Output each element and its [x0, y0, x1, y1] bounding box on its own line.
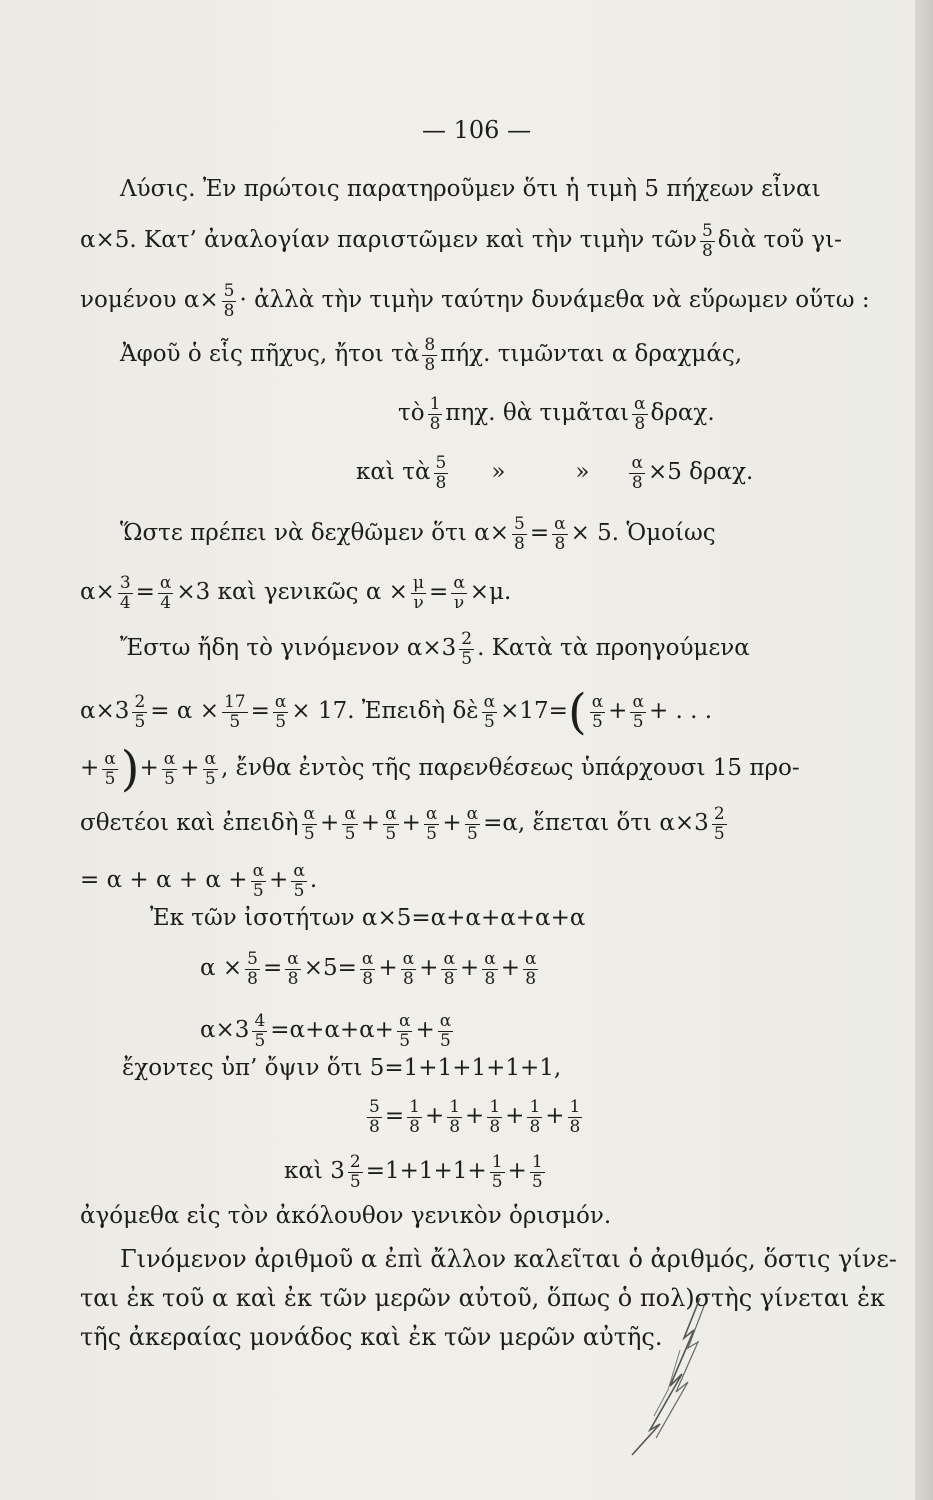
line-19: καὶ 3 $\frac{2}{5}$ =1+1+1+ $\frac{1}{5}$ + $\frac{1}{5}$	[284, 1152, 543, 1192]
line-5: τὸ $\frac{1}{8}$ πηχ. θὰ τιμᾶται $\frac{\alpha}{8}$ δραχ.	[398, 394, 715, 434]
line-8: α× $\frac{3}{4}$ = $\frac{\alpha}{4}$ ×3 καὶ γενικῶς α × $\frac{\mu}{\nu}$ = $\frac{\alpha}{\nu}$ ×μ.	[80, 573, 512, 613]
line-13: = α + α + α + $\frac{\alpha}{5}$ + $\frac{\alpha}{5}$ .	[80, 861, 318, 901]
line-14: Ἐκ τῶν ἰσοτήτων α×5=α+α+α+α+α	[150, 905, 586, 931]
line-15: α × $\frac{5}{8}$ = $\frac{\alpha}{8}$ ×5= $\frac{\alpha}{8}$ + $\frac{\alpha}{8}$ + $\frac{\alpha}{8}$ + $\frac{\alpha}{8}$ + $\frac{\alpha}{8}$	[200, 949, 537, 989]
line-7: Ὥστε πρέπει νὰ δεχθῶμεν ὅτι α× $\frac{5}{8}$ = $\frac{\alpha}{8}$ × 5. Ὁμοίως	[120, 514, 716, 554]
page-edge	[915, 0, 933, 1500]
page-number: — 106 —	[422, 116, 532, 144]
line-22: ται ἐκ τοῦ α καὶ ἐκ τῶν μερῶν αὐτοῦ, ὅπως ὁ πολ)στὴς γίνεται ἐκ	[80, 1284, 885, 1312]
line-11: + $\frac{\alpha}{5}$ )+ $\frac{\alpha}{5}$ + $\frac{\alpha}{5}$ , ἔνθα ἐντὸς τῆς παρενθέσεως ὑπάρχουσι 15 προ-	[80, 741, 800, 797]
line-2: α×5. Κατ’ ἀναλογίαν παριστῶμεν καὶ τὴν τιμὴν τῶν $\frac{5}{8}$ διὰ τοῦ γι-	[80, 221, 842, 261]
line-4: Ἀφοῦ ὁ εἷς πῆχυς, ἤτοι τὰ $\frac{8}{8}$ πήχ. τιμῶνται α δραχμάς,	[120, 335, 743, 375]
line-12: σθετέοι καὶ ἐπειδὴ $\frac{\alpha}{5}$ + $\frac{\alpha}{5}$ + $\frac{\alpha}{5}$ + $\frac{\alpha}{5}$ + $\frac{\alpha}{5}$ =α, ἕπεται ὅτι α×3 $\frac{2}{5}$	[80, 804, 725, 844]
line-9: Ἔστω ἤδη τὸ γινόμενον α×3 $\frac{2}{5}$ . Κατὰ τὰ προηγούμενα	[120, 629, 750, 669]
line-20: ἀγόμεθα εἰς τὸν ἀκόλουθον γενικὸν ὁρισμόν.	[80, 1203, 612, 1229]
line-1: Λύσις. Ἐν πρώτοις παρατηροῦμεν ὅτι ἡ τιμὴ 5 πήχεων εἶναι	[120, 176, 821, 202]
line-6: καὶ τὰ $\frac{5}{8}$ » » $\frac{\alpha}{8}$ ×5 δραχ.	[356, 453, 754, 493]
line-17: ἔχοντες ὑπ’ ὄψιν ὅτι 5=1+1+1+1+1,	[122, 1055, 562, 1081]
line-18: $\frac{5}{8}$ = $\frac{1}{8}$ + $\frac{1}{8}$ + $\frac{1}{8}$ + $\frac{1}{8}$ + $\frac{1}{8}$	[369, 1097, 581, 1137]
line-3: νομένου α× $\frac{5}{8}$ · ἀλλὰ τὴν τιμὴν ταύτην δυνάμεθα νὰ εὕρωμεν οὕτω :	[80, 281, 870, 321]
line-16: α×3 $\frac{4}{5}$ =α+α+α+ $\frac{\alpha}{5}$ + $\frac{\alpha}{5}$	[200, 1011, 452, 1051]
line-23: τῆς ἀκεραίας μονάδος καὶ ἐκ τῶν μερῶν αὐτῆς.	[80, 1323, 663, 1351]
line-10: α×3 $\frac{2}{5}$ = α × $\frac{17}{5}$ = $\frac{\alpha}{5}$ × 17. Ἐπειδὴ δὲ $\frac{\alpha}{5}$ ×17=( $\frac{\alpha}{5}$ + $\frac{\alpha}{5}$ + . . .	[80, 684, 713, 740]
pencil-scribble-mark	[610, 1290, 730, 1460]
line-21: Γινόμενον ἀριθμοῦ α ἐπὶ ἄλλον καλεῖται ὁ ἀριθμός, ὅστις γίνε-	[120, 1245, 897, 1273]
